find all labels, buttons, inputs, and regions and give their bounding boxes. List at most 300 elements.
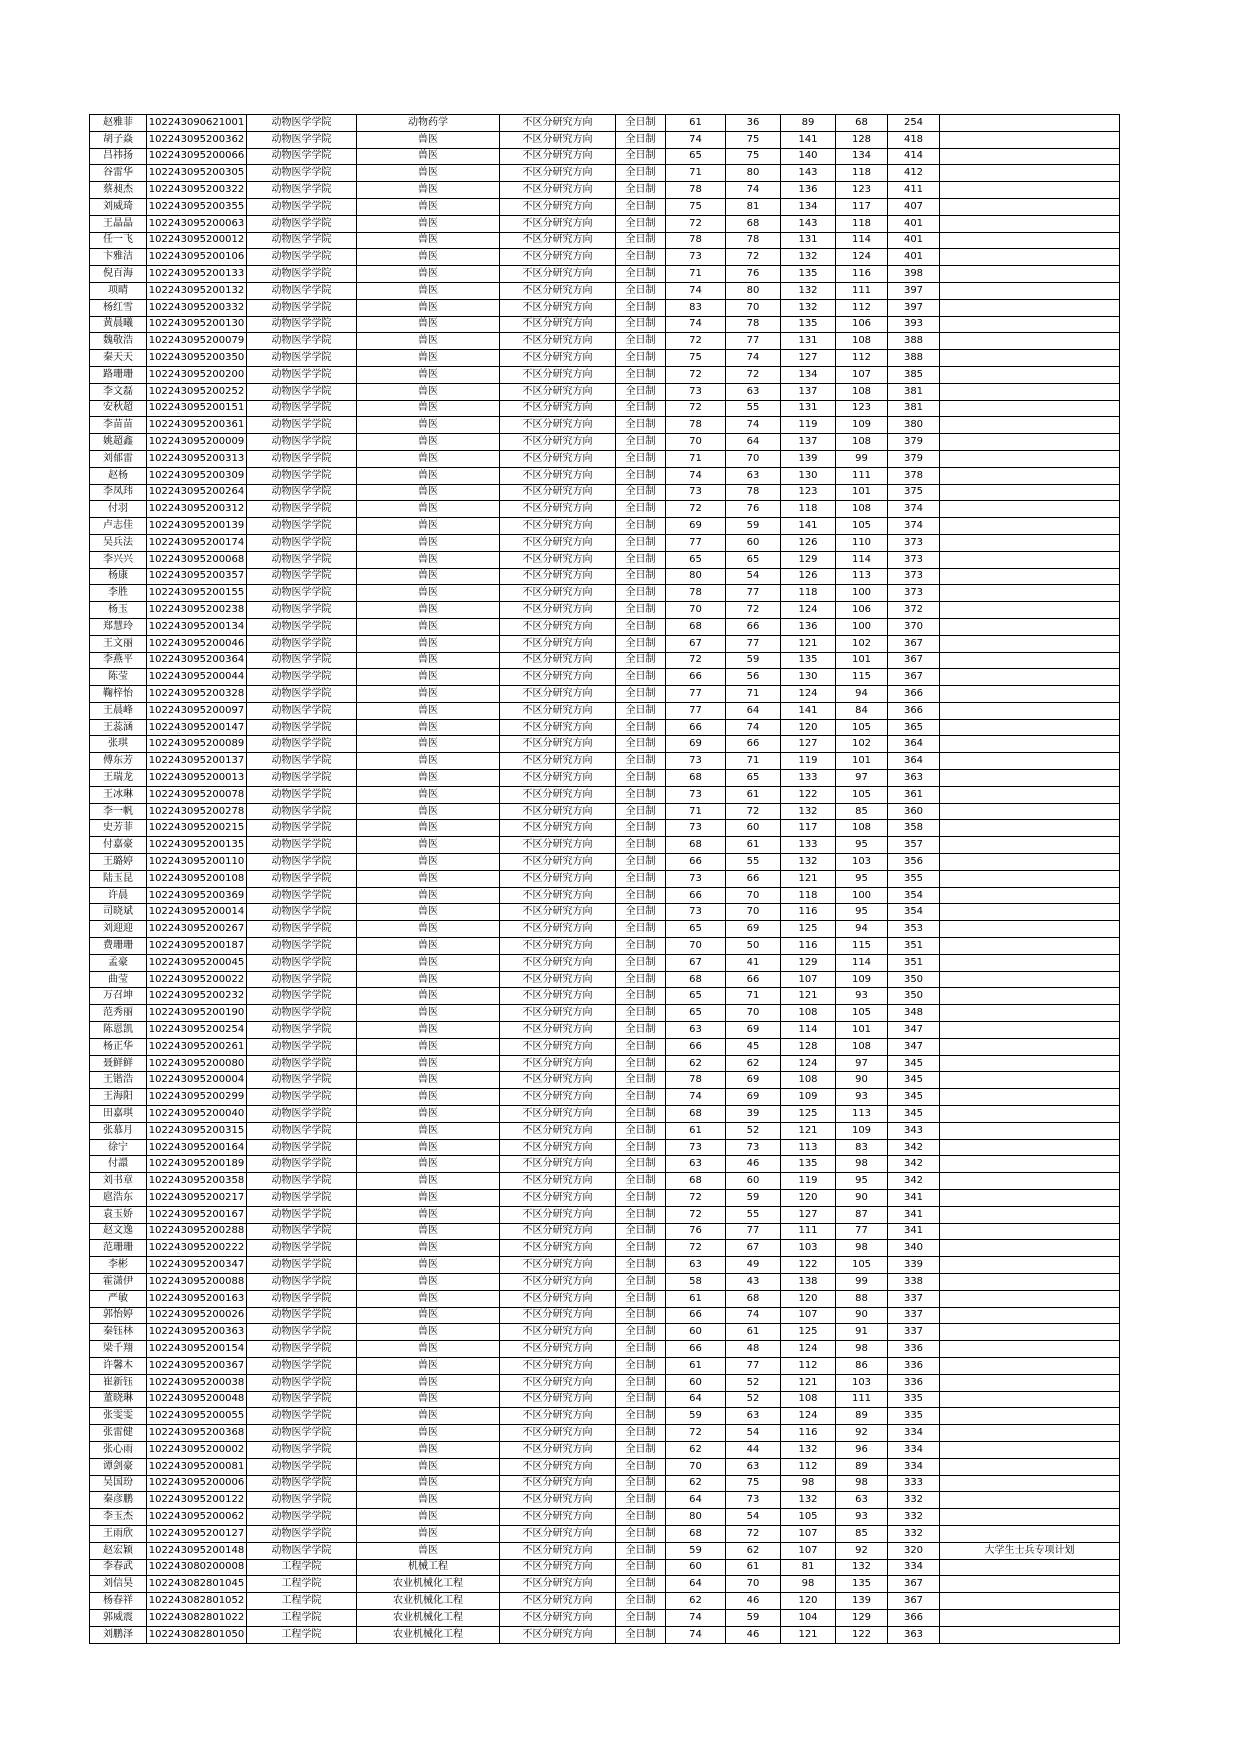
- total-score-cell: 365: [888, 719, 940, 736]
- politics-score-cell: 60: [666, 1559, 726, 1576]
- research-direction-cell: 不区分研究方向: [500, 1072, 616, 1089]
- politics-score-cell: 77: [666, 534, 726, 551]
- subject1-score-cell: 132: [781, 1441, 836, 1458]
- study-mode-cell: 全日制: [616, 266, 666, 283]
- politics-score-cell: 74: [666, 1626, 726, 1643]
- name-cell: 魏敬浩: [90, 333, 147, 350]
- candidate-id-cell: 102243095200261: [147, 1038, 247, 1055]
- subject1-score-cell: 118: [781, 501, 836, 518]
- research-direction-cell: 不区分研究方向: [500, 1273, 616, 1290]
- politics-score-cell: 58: [666, 1273, 726, 1290]
- politics-score-cell: 77: [666, 686, 726, 703]
- subject2-score-cell: 89: [836, 1458, 888, 1475]
- subject2-score-cell: 97: [836, 1055, 888, 1072]
- study-mode-cell: 全日制: [616, 1357, 666, 1374]
- subject2-score-cell: 94: [836, 686, 888, 703]
- subject2-score-cell: 77: [836, 1223, 888, 1240]
- subject1-score-cell: 124: [781, 1055, 836, 1072]
- subject2-score-cell: 135: [836, 1576, 888, 1593]
- college-cell: 动物医学学院: [247, 786, 357, 803]
- study-mode-cell: 全日制: [616, 954, 666, 971]
- total-score-cell: 332: [888, 1525, 940, 1542]
- name-cell: 蔡昶杰: [90, 182, 147, 199]
- name-cell: 杨春祥: [90, 1593, 147, 1610]
- major-cell: 兽医: [357, 669, 500, 686]
- politics-score-cell: 74: [666, 1089, 726, 1106]
- table-row: [90, 1156, 1120, 1173]
- college-cell: 动物医学学院: [247, 1089, 357, 1106]
- name-cell: 王晨峰: [90, 702, 147, 719]
- politics-score-cell: 66: [666, 669, 726, 686]
- subject2-score-cell: 108: [836, 383, 888, 400]
- research-direction-cell: 不区分研究方向: [500, 232, 616, 249]
- subject2-score-cell: 93: [836, 1089, 888, 1106]
- research-direction-cell: 不区分研究方向: [500, 467, 616, 484]
- subject1-score-cell: 122: [781, 1257, 836, 1274]
- candidate-id-cell: 102243095200148: [147, 1542, 247, 1559]
- college-cell: 动物医学学院: [247, 669, 357, 686]
- name-cell: 谭剑豪: [90, 1458, 147, 1475]
- subject2-score-cell: 108: [836, 501, 888, 518]
- total-score-cell: 364: [888, 736, 940, 753]
- study-mode-cell: 全日制: [616, 736, 666, 753]
- table-row: [90, 417, 1120, 434]
- major-cell: 兽医: [357, 1475, 500, 1492]
- note-cell: [940, 669, 1120, 686]
- politics-score-cell: 71: [666, 165, 726, 182]
- research-direction-cell: 不区分研究方向: [500, 1223, 616, 1240]
- politics-score-cell: 75: [666, 198, 726, 215]
- note-cell: [940, 1492, 1120, 1509]
- table-row: [90, 366, 1120, 383]
- politics-score-cell: 63: [666, 1156, 726, 1173]
- note-cell: [940, 232, 1120, 249]
- foreign-language-score-cell: 69: [726, 1072, 781, 1089]
- total-score-cell: 254: [888, 115, 940, 132]
- major-cell: 兽医: [357, 854, 500, 871]
- politics-score-cell: 65: [666, 148, 726, 165]
- college-cell: 动物医学学院: [247, 165, 357, 182]
- note-cell: [940, 249, 1120, 266]
- study-mode-cell: 全日制: [616, 568, 666, 585]
- foreign-language-score-cell: 71: [726, 753, 781, 770]
- college-cell: 动物医学学院: [247, 702, 357, 719]
- study-mode-cell: 全日制: [616, 1290, 666, 1307]
- foreign-language-score-cell: 76: [726, 501, 781, 518]
- study-mode-cell: 全日制: [616, 1408, 666, 1425]
- table-row: [90, 383, 1120, 400]
- study-mode-cell: 全日制: [616, 1458, 666, 1475]
- research-direction-cell: 不区分研究方向: [500, 954, 616, 971]
- note-cell: [940, 618, 1120, 635]
- name-cell: 郭怡婷: [90, 1307, 147, 1324]
- foreign-language-score-cell: 41: [726, 954, 781, 971]
- study-mode-cell: 全日制: [616, 551, 666, 568]
- major-cell: 兽医: [357, 1458, 500, 1475]
- major-cell: 兽医: [357, 165, 500, 182]
- college-cell: 动物医学学院: [247, 870, 357, 887]
- study-mode-cell: 全日制: [616, 618, 666, 635]
- foreign-language-score-cell: 68: [726, 215, 781, 232]
- study-mode-cell: 全日制: [616, 198, 666, 215]
- candidate-id-cell: 102243095200002: [147, 1441, 247, 1458]
- subject1-score-cell: 109: [781, 1089, 836, 1106]
- note-cell: [940, 585, 1120, 602]
- candidate-id-cell: 102243095200097: [147, 702, 247, 719]
- name-cell: 许晨: [90, 887, 147, 904]
- subject2-score-cell: 132: [836, 1559, 888, 1576]
- major-cell: 兽医: [357, 366, 500, 383]
- total-score-cell: 347: [888, 1022, 940, 1039]
- table-row: [90, 1492, 1120, 1509]
- total-score-cell: 335: [888, 1408, 940, 1425]
- foreign-language-score-cell: 60: [726, 820, 781, 837]
- subject1-score-cell: 135: [781, 1156, 836, 1173]
- study-mode-cell: 全日制: [616, 1038, 666, 1055]
- subject1-score-cell: 135: [781, 266, 836, 283]
- subject1-score-cell: 127: [781, 350, 836, 367]
- name-cell: 秦钰林: [90, 1324, 147, 1341]
- subject2-score-cell: 111: [836, 282, 888, 299]
- major-cell: 兽医: [357, 1240, 500, 1257]
- research-direction-cell: 不区分研究方向: [500, 1257, 616, 1274]
- subject2-score-cell: 102: [836, 635, 888, 652]
- college-cell: 动物医学学院: [247, 988, 357, 1005]
- politics-score-cell: 60: [666, 1324, 726, 1341]
- major-cell: 兽医: [357, 1139, 500, 1156]
- politics-score-cell: 70: [666, 938, 726, 955]
- foreign-language-score-cell: 69: [726, 921, 781, 938]
- subject1-score-cell: 135: [781, 316, 836, 333]
- research-direction-cell: 不区分研究方向: [500, 1190, 616, 1207]
- subject1-score-cell: 114: [781, 1022, 836, 1039]
- subject2-score-cell: 107: [836, 366, 888, 383]
- politics-score-cell: 73: [666, 1139, 726, 1156]
- subject1-score-cell: 132: [781, 282, 836, 299]
- name-cell: 张雯雯: [90, 1408, 147, 1425]
- subject1-score-cell: 98: [781, 1475, 836, 1492]
- subject2-score-cell: 85: [836, 803, 888, 820]
- study-mode-cell: 全日制: [616, 1324, 666, 1341]
- candidate-id-cell: 102243095200369: [147, 887, 247, 904]
- college-cell: 动物医学学院: [247, 400, 357, 417]
- college-cell: 动物医学学院: [247, 854, 357, 871]
- politics-score-cell: 76: [666, 1223, 726, 1240]
- name-cell: 王锴浩: [90, 1072, 147, 1089]
- name-cell: 史芳菲: [90, 820, 147, 837]
- candidate-id-cell: 102243095200079: [147, 333, 247, 350]
- total-score-cell: 363: [888, 1626, 940, 1643]
- total-score-cell: 336: [888, 1374, 940, 1391]
- politics-score-cell: 75: [666, 350, 726, 367]
- total-score-cell: 340: [888, 1240, 940, 1257]
- note-cell: [940, 1475, 1120, 1492]
- college-cell: 动物医学学院: [247, 1425, 357, 1442]
- note-cell: [940, 1425, 1120, 1442]
- major-cell: 兽医: [357, 1106, 500, 1123]
- total-score-cell: 358: [888, 820, 940, 837]
- candidate-id-cell: 102243095200106: [147, 249, 247, 266]
- major-cell: 兽医: [357, 131, 500, 148]
- politics-score-cell: 60: [666, 1374, 726, 1391]
- note-cell: [940, 434, 1120, 451]
- subject2-score-cell: 109: [836, 417, 888, 434]
- subject2-score-cell: 116: [836, 266, 888, 283]
- candidate-id-cell: 102243095200014: [147, 904, 247, 921]
- foreign-language-score-cell: 46: [726, 1156, 781, 1173]
- name-cell: 刘迎迎: [90, 921, 147, 938]
- major-cell: 兽医: [357, 887, 500, 904]
- research-direction-cell: 不区分研究方向: [500, 1022, 616, 1039]
- college-cell: 动物医学学院: [247, 249, 357, 266]
- study-mode-cell: 全日制: [616, 400, 666, 417]
- major-cell: 兽医: [357, 1307, 500, 1324]
- research-direction-cell: 不区分研究方向: [500, 1408, 616, 1425]
- name-cell: 谷雷华: [90, 165, 147, 182]
- total-score-cell: 373: [888, 551, 940, 568]
- study-mode-cell: 全日制: [616, 1156, 666, 1173]
- subject2-score-cell: 98: [836, 1475, 888, 1492]
- politics-score-cell: 68: [666, 618, 726, 635]
- table-row: [90, 719, 1120, 736]
- politics-score-cell: 62: [666, 1475, 726, 1492]
- note-cell: [940, 1022, 1120, 1039]
- major-cell: 兽医: [357, 148, 500, 165]
- total-score-cell: 333: [888, 1475, 940, 1492]
- candidate-id-cell: 102243095200080: [147, 1055, 247, 1072]
- foreign-language-score-cell: 77: [726, 333, 781, 350]
- note-cell: [940, 182, 1120, 199]
- name-cell: 郭威震: [90, 1609, 147, 1626]
- major-cell: 兽医: [357, 803, 500, 820]
- research-direction-cell: 不区分研究方向: [500, 501, 616, 518]
- candidate-id-cell: 102243095200238: [147, 602, 247, 619]
- note-cell: [940, 1106, 1120, 1123]
- table-row: [90, 635, 1120, 652]
- research-direction-cell: 不区分研究方向: [500, 400, 616, 417]
- college-cell: 动物医学学院: [247, 1492, 357, 1509]
- subject1-score-cell: 131: [781, 232, 836, 249]
- candidate-id-cell: 102243082801045: [147, 1576, 247, 1593]
- study-mode-cell: 全日制: [616, 350, 666, 367]
- subject2-score-cell: 112: [836, 350, 888, 367]
- study-mode-cell: 全日制: [616, 501, 666, 518]
- subject2-score-cell: 94: [836, 921, 888, 938]
- study-mode-cell: 全日制: [616, 1542, 666, 1559]
- research-direction-cell: 不区分研究方向: [500, 1156, 616, 1173]
- note-cell: [940, 568, 1120, 585]
- research-direction-cell: 不区分研究方向: [500, 938, 616, 955]
- politics-score-cell: 59: [666, 1408, 726, 1425]
- foreign-language-score-cell: 50: [726, 938, 781, 955]
- research-direction-cell: 不区分研究方向: [500, 1357, 616, 1374]
- name-cell: 付譞: [90, 1156, 147, 1173]
- foreign-language-score-cell: 70: [726, 1576, 781, 1593]
- name-cell: 杨正华: [90, 1038, 147, 1055]
- college-cell: 动物医学学院: [247, 484, 357, 501]
- research-direction-cell: 不区分研究方向: [500, 786, 616, 803]
- study-mode-cell: 全日制: [616, 1609, 666, 1626]
- research-direction-cell: 不区分研究方向: [500, 316, 616, 333]
- study-mode-cell: 全日制: [616, 148, 666, 165]
- subject2-score-cell: 89: [836, 1408, 888, 1425]
- total-score-cell: 345: [888, 1072, 940, 1089]
- research-direction-cell: 不区分研究方向: [500, 971, 616, 988]
- name-cell: 卢志佳: [90, 518, 147, 535]
- study-mode-cell: 全日制: [616, 1509, 666, 1526]
- table-row: [90, 1022, 1120, 1039]
- foreign-language-score-cell: 71: [726, 988, 781, 1005]
- foreign-language-score-cell: 76: [726, 266, 781, 283]
- subject2-score-cell: 134: [836, 148, 888, 165]
- college-cell: 动物医学学院: [247, 837, 357, 854]
- politics-score-cell: 59: [666, 1542, 726, 1559]
- foreign-language-score-cell: 69: [726, 1022, 781, 1039]
- table-row: [90, 1609, 1120, 1626]
- name-cell: 袁玉娇: [90, 1206, 147, 1223]
- candidate-id-cell: 102243082801050: [147, 1626, 247, 1643]
- foreign-language-score-cell: 75: [726, 148, 781, 165]
- candidate-id-cell: 102243095200048: [147, 1391, 247, 1408]
- total-score-cell: 345: [888, 1055, 940, 1072]
- total-score-cell: 337: [888, 1290, 940, 1307]
- college-cell: 动物医学学院: [247, 131, 357, 148]
- note-cell: [940, 854, 1120, 871]
- politics-score-cell: 73: [666, 786, 726, 803]
- table-row: [90, 770, 1120, 787]
- table-row: [90, 232, 1120, 249]
- study-mode-cell: 全日制: [616, 904, 666, 921]
- name-cell: 陈恩凯: [90, 1022, 147, 1039]
- college-cell: 动物医学学院: [247, 736, 357, 753]
- total-score-cell: 336: [888, 1341, 940, 1358]
- table-row: [90, 450, 1120, 467]
- table-row: [90, 518, 1120, 535]
- foreign-language-score-cell: 81: [726, 198, 781, 215]
- research-direction-cell: 不区分研究方向: [500, 417, 616, 434]
- foreign-language-score-cell: 64: [726, 702, 781, 719]
- subject2-score-cell: 97: [836, 770, 888, 787]
- research-direction-cell: 不区分研究方向: [500, 1374, 616, 1391]
- research-direction-cell: 不区分研究方向: [500, 618, 616, 635]
- note-cell: [940, 366, 1120, 383]
- note-cell: [940, 1509, 1120, 1526]
- politics-score-cell: 70: [666, 602, 726, 619]
- name-cell: 李凤玮: [90, 484, 147, 501]
- research-direction-cell: 不区分研究方向: [500, 551, 616, 568]
- politics-score-cell: 62: [666, 1593, 726, 1610]
- major-cell: 兽医: [357, 1089, 500, 1106]
- study-mode-cell: 全日制: [616, 450, 666, 467]
- candidate-id-cell: 102243095200044: [147, 669, 247, 686]
- name-cell: 严敏: [90, 1290, 147, 1307]
- candidate-id-cell: 102243095200315: [147, 1122, 247, 1139]
- politics-score-cell: 64: [666, 1492, 726, 1509]
- major-cell: 兽医: [357, 518, 500, 535]
- foreign-language-score-cell: 70: [726, 887, 781, 904]
- subject1-score-cell: 105: [781, 1509, 836, 1526]
- total-score-cell: 373: [888, 534, 940, 551]
- major-cell: 兽医: [357, 702, 500, 719]
- subject2-score-cell: 98: [836, 1156, 888, 1173]
- table-row: [90, 904, 1120, 921]
- major-cell: 兽医: [357, 232, 500, 249]
- name-cell: 王雨欣: [90, 1525, 147, 1542]
- politics-score-cell: 68: [666, 1106, 726, 1123]
- college-cell: 动物医学学院: [247, 1190, 357, 1207]
- foreign-language-score-cell: 59: [726, 1609, 781, 1626]
- college-cell: 动物医学学院: [247, 938, 357, 955]
- name-cell: 王璐婷: [90, 854, 147, 871]
- candidate-id-cell: 102243095200108: [147, 870, 247, 887]
- name-cell: 刘威琦: [90, 198, 147, 215]
- politics-score-cell: 78: [666, 1072, 726, 1089]
- politics-score-cell: 72: [666, 1206, 726, 1223]
- subject1-score-cell: 130: [781, 669, 836, 686]
- candidate-id-cell: 102243095200362: [147, 131, 247, 148]
- total-score-cell: 353: [888, 921, 940, 938]
- politics-score-cell: 83: [666, 299, 726, 316]
- college-cell: 动物医学学院: [247, 266, 357, 283]
- name-cell: 万召坤: [90, 988, 147, 1005]
- subject2-score-cell: 103: [836, 1374, 888, 1391]
- candidate-id-cell: 102243095200062: [147, 1509, 247, 1526]
- candidate-id-cell: 102243095200288: [147, 1223, 247, 1240]
- note-cell: [940, 518, 1120, 535]
- note-cell: [940, 1257, 1120, 1274]
- candidate-id-cell: 102243095200222: [147, 1240, 247, 1257]
- candidate-id-cell: 102243095200254: [147, 1022, 247, 1039]
- subject2-score-cell: 105: [836, 1257, 888, 1274]
- study-mode-cell: 全日制: [616, 316, 666, 333]
- note-cell: [940, 753, 1120, 770]
- subject1-score-cell: 116: [781, 938, 836, 955]
- name-cell: 刘书章: [90, 1173, 147, 1190]
- research-direction-cell: 不区分研究方向: [500, 131, 616, 148]
- subject1-score-cell: 125: [781, 921, 836, 938]
- college-cell: 工程学院: [247, 1593, 357, 1610]
- name-cell: 付羽: [90, 501, 147, 518]
- research-direction-cell: 不区分研究方向: [500, 299, 616, 316]
- study-mode-cell: 全日制: [616, 484, 666, 501]
- politics-score-cell: 69: [666, 736, 726, 753]
- research-direction-cell: 不区分研究方向: [500, 282, 616, 299]
- total-score-cell: 381: [888, 383, 940, 400]
- total-score-cell: 350: [888, 971, 940, 988]
- politics-score-cell: 72: [666, 501, 726, 518]
- table-row: [90, 551, 1120, 568]
- candidate-id-cell: 102243095200190: [147, 1005, 247, 1022]
- study-mode-cell: 全日制: [616, 1072, 666, 1089]
- study-mode-cell: 全日制: [616, 803, 666, 820]
- total-score-cell: 373: [888, 585, 940, 602]
- foreign-language-score-cell: 52: [726, 1391, 781, 1408]
- table-row: [90, 837, 1120, 854]
- major-cell: 兽医: [357, 988, 500, 1005]
- foreign-language-score-cell: 74: [726, 182, 781, 199]
- subject2-score-cell: 118: [836, 165, 888, 182]
- research-direction-cell: 不区分研究方向: [500, 215, 616, 232]
- research-direction-cell: 不区分研究方向: [500, 266, 616, 283]
- major-cell: 兽医: [357, 1391, 500, 1408]
- total-score-cell: 411: [888, 182, 940, 199]
- candidate-id-cell: 102243095200215: [147, 820, 247, 837]
- major-cell: 兽医: [357, 1072, 500, 1089]
- table-row: [90, 1038, 1120, 1055]
- candidate-id-cell: 102243095200013: [147, 770, 247, 787]
- study-mode-cell: 全日制: [616, 1441, 666, 1458]
- subject2-score-cell: 95: [836, 870, 888, 887]
